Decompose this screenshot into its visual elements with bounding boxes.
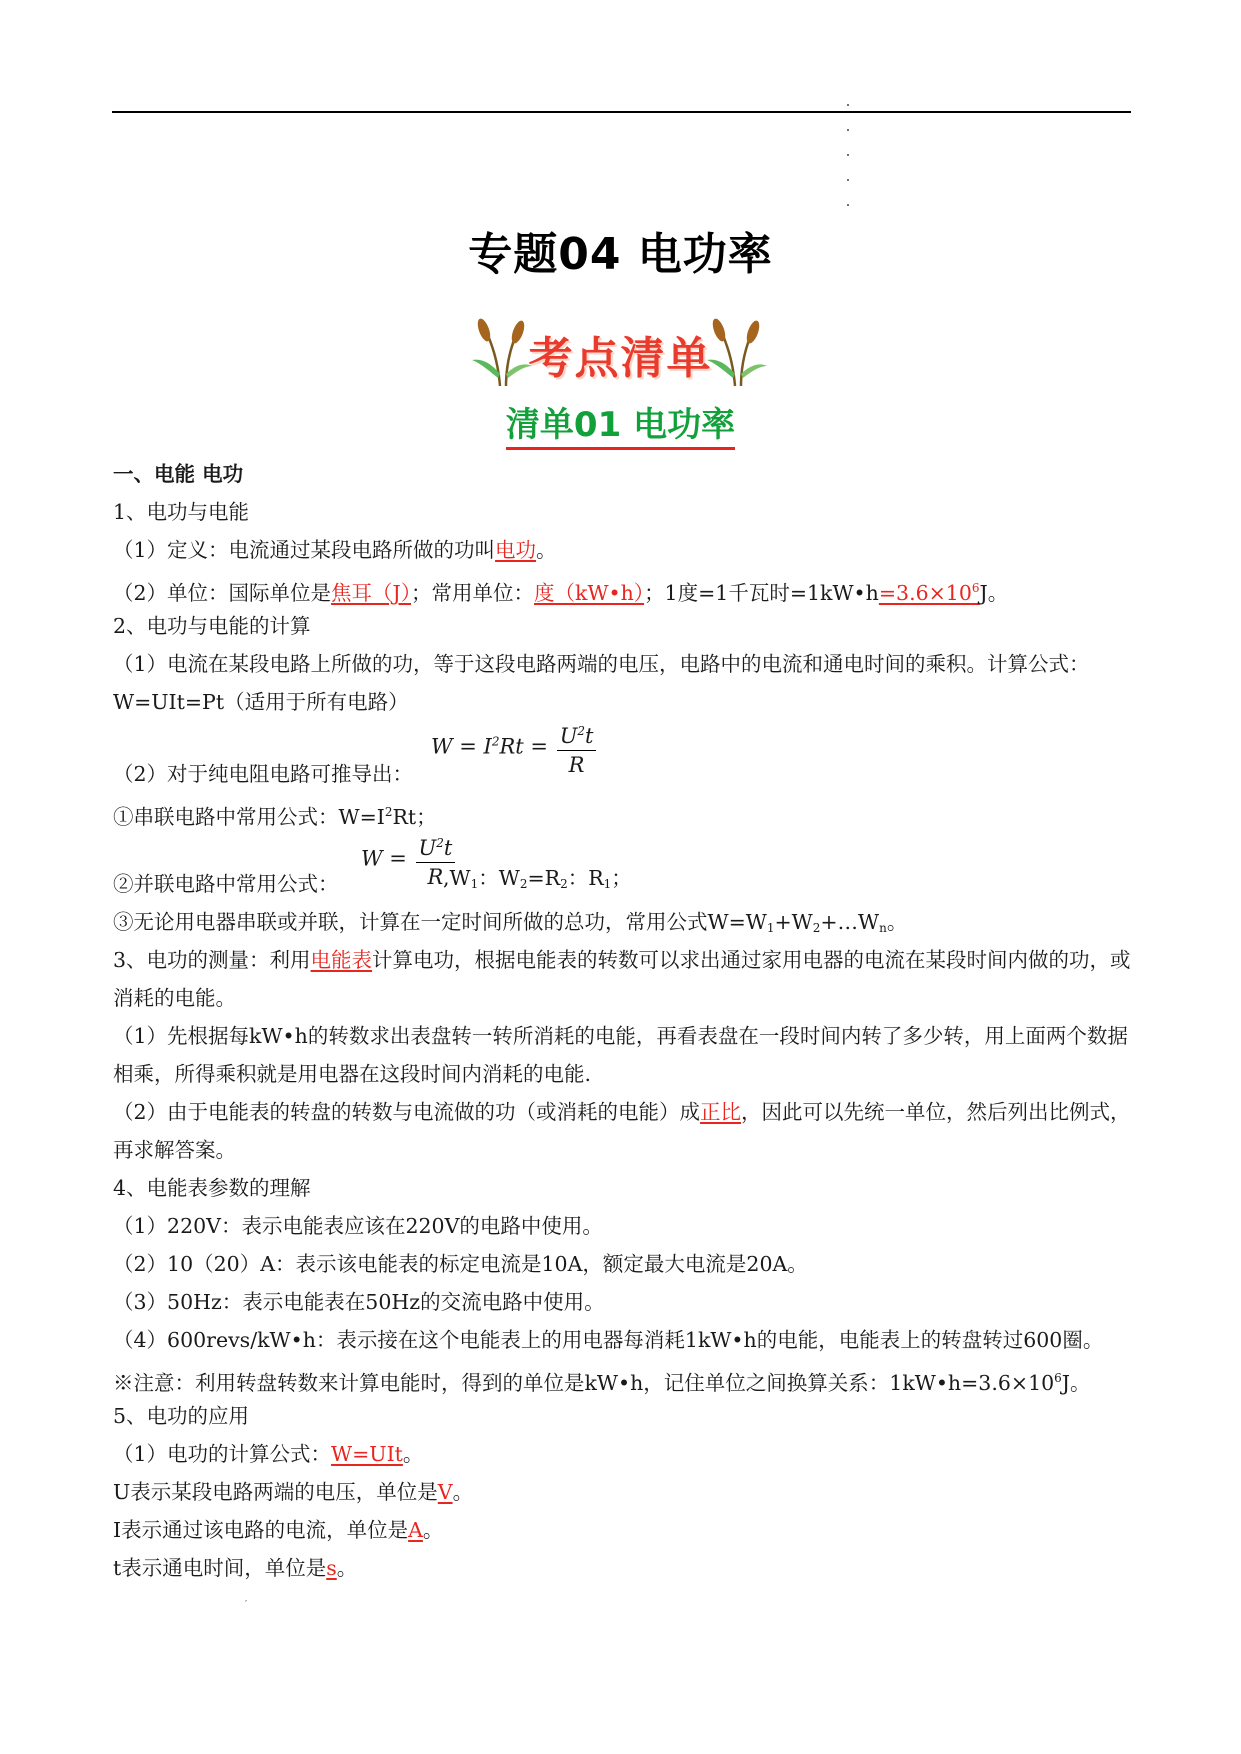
measurement-step-2: （2）由于电能表的转盘的转数与电流做的功（或消耗的电能）成正比，因此可以先统一单位，然后列出比例式，再求解答案。: [113, 1100, 1131, 1162]
total-work-line: ③无论用电器串联或并联，计算在一定时间所做的总功，常用公式$W=W_1+W_2+\dots W_n$。: [113, 910, 908, 935]
unit-i: I表示通过该电路的电流，单位是A。: [113, 1518, 444, 1542]
calc-line-1: （1）电流在某段电路上所做的功，等于这段电路两端的电压，电路中的电流和通电时间的乘积。计算公式：W=UIt=Pt（适用于所有电路）: [113, 652, 1090, 714]
answer-volt: V: [437, 1480, 453, 1504]
unit-t: t表示通电时间，单位是s。: [113, 1556, 358, 1580]
content-body: [113, 455, 1133, 1587]
unit-u: U表示某段电路两端的电压，单位是V。: [113, 1480, 474, 1504]
subheading-2: 2、电功与电能的计算: [113, 614, 311, 638]
formula-pure-resistance: $W = I^2Rt$ = $\frac{U^2t}{R}$: [431, 717, 598, 779]
measurement-step-1: （1）先根据每kW•h的转数求出表盘转一转所消耗的电能，再看表盘在一段时间内转了多少转，用上面两个数据相乘，所得乘积就是用电器在这段时间内消耗的电能.: [113, 1024, 1128, 1086]
param-revs: （4）600revs/kW•h：表示接在这个电能表上的用电器每消耗1kW•h的电能，电能表上的转盘转过600圈。: [113, 1328, 1104, 1352]
answer-second: s: [326, 1556, 337, 1580]
parallel-formula-line: ②并联电路中常用公式： W = $\frac{U^2t}{R}$ $,W_1$：$W_2=R_2$：$R_1$；: [113, 831, 1133, 903]
list-heading: 清单01 电功率: [506, 405, 735, 450]
answer-ampere: A: [408, 1518, 423, 1542]
formula-parallel: W = $\frac{U^2t}{R}$: [361, 829, 457, 891]
answer-dian-gong: 电功: [495, 538, 537, 562]
subheading-1: 1、电功与电能: [113, 500, 250, 524]
answer-joule: 焦耳（J）: [331, 581, 412, 605]
answer-w-uit: W=UIt: [331, 1442, 403, 1466]
answer-proportional: 正比: [700, 1100, 742, 1124]
param-current: （2）10（20）A：表示该电能表的标定电流是10A，额定最大电流是20A。: [113, 1252, 808, 1276]
answer-kwh: 度（kW•h）: [534, 581, 645, 605]
page-title: 专题04 电功率: [468, 229, 773, 280]
series-formula-line: ①串联电路中常用公式：$W=I^2Rt$；: [113, 805, 437, 829]
subheading-5: 5、电功的应用: [113, 1404, 250, 1428]
definition-line: （1）定义：电流通过某段电路所做的功叫电功。: [113, 538, 557, 562]
application-formula: （1）电功的计算公式：W=UIt。: [113, 1442, 424, 1466]
unit-line: （2）单位：国际单位是焦耳（J）；常用单位：度（kW•h）；1度=1千瓦时$=1kW•h=3.6\times 10^6J$。: [113, 581, 1009, 605]
measurement-line: 3、电功的测量：利用电能表计算电功，根据电能表的转数可以求出通过家用电器的电流在某段时间内做的功，或消耗的电能。: [113, 948, 1131, 1010]
banner-title: 考点清单: [528, 333, 713, 384]
calc-line-2: （2）对于纯电阻电路可推导出： $W = I^2Rt$ = $\frac{U^2t}{R}$: [113, 721, 1133, 793]
note-line: ※注意：利用转盘转数来计算电能时，得到的单位是kW•h，记住单位之间换算关系：$1kW•h=3.6\times 10^6J$。: [113, 1371, 1091, 1395]
param-50hz: （3）50Hz：表示电能表在50Hz的交流电路中使用。: [113, 1290, 605, 1314]
subheading-4: 4、电能表参数的理解: [113, 1176, 311, 1200]
margin-dots: [846, 104, 852, 214]
param-220v: （1）220V：表示电能表应该在220V的电路中使用。: [113, 1214, 603, 1238]
section-heading: 一、电能 电功: [113, 462, 244, 486]
footer-mark: ′: [245, 1600, 248, 1610]
answer-conversion: $=3.6\times 10^6$: [878, 581, 980, 605]
header-rule: [112, 111, 1131, 113]
answer-meter: 电能表: [310, 948, 373, 972]
